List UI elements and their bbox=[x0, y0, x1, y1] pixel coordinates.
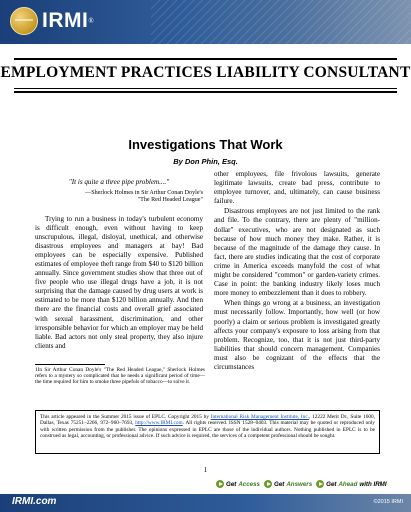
banner-pattern bbox=[151, 0, 411, 44]
newsletter-title: EMPLOYMENT PRACTICES LIABILITY CONSULTANT bbox=[0, 64, 411, 81]
website-link[interactable]: http://www.IRMI.com bbox=[135, 420, 183, 427]
title-rule-bottom-2 bbox=[14, 91, 397, 93]
right-paragraph-1: other employees, file frivolous lawsuits, generate legitimate lawsuits, create bad press, contribute to employee turnover, and, ultimately, can cause business failure. bbox=[214, 170, 380, 206]
arrow-icon bbox=[216, 480, 224, 488]
right-paragraph-3: When things go wrong at a business, an investigation must necessarily follow. Importantly, how well (or how poorly) a claim or serious problem is investigated greatly affects your company's exposure to loss arising from that problem. Recognize, too, that it is not just third-party liabilities that should concern management. Companies must also be cognizant of the effects that the circumstances bbox=[214, 299, 380, 371]
footnote: 1In Sir Arthur Conan Doyle's "The Red Headed League," Sherlock Holmes refers to a mystery so complicated that he needs a significant period of time—the time required for him to smoke three pipefuls of tobacco—to solve it. bbox=[35, 367, 205, 386]
header-banner bbox=[0, 0, 411, 44]
epigraph: "It is quite a three pipe problem...." bbox=[68, 178, 170, 186]
irmi-link[interactable]: International Risk Management Institute, Inc. bbox=[210, 414, 310, 420]
left-column bbox=[35, 178, 203, 352]
irmi-logo bbox=[10, 6, 94, 36]
arrow-icon bbox=[316, 480, 324, 488]
tagline-ahead bbox=[316, 480, 386, 488]
info-text-1: This article appeared in the Summer 2015 issue of EPLC. Copyright 2015 by bbox=[40, 414, 211, 420]
right-column bbox=[214, 170, 380, 373]
tagline-prefix: Get bbox=[274, 480, 285, 488]
tagline-suffix: with IRMI bbox=[359, 480, 387, 488]
info-text-2: , 12222 Merit Dr., Suite 1600, Dallas, Texas 75251–2266, 972–960–7693, bbox=[40, 414, 375, 427]
globe-icon bbox=[10, 7, 38, 35]
footer-copyright: ©2015 IRMI bbox=[373, 499, 403, 505]
left-paragraph: Trying to run a business in today's turbulent economy is difficult enough, even without having to keep unscrupulous, illegal, disloyal, unethical, and otherwise disastrous employees and managers at bay! Bad employees can be especially expensive. Published estimates of employee theft range from $40 to $120 billion annually. Since government studies show that three out of five people who use illegal drugs have a job, it is not surprising that the damage caused by drug users at work is estimated to be more than $120 billion annually. And then there are the financial costs and overall grief associated with sexual harassment, discrimination, and other irresponsible behavior for which an employer may be held liable. Bad actors not only steal property, they also injure clients and bbox=[35, 214, 203, 350]
tagline-accent: Access bbox=[238, 480, 261, 488]
footnote-rule bbox=[35, 364, 105, 365]
tagline-answers bbox=[264, 480, 312, 488]
registered-mark: ® bbox=[88, 17, 94, 25]
right-paragraph-2: Disastrous employees are not just limited to the rank and file. To the contrary, there are plenty of "million-dollar" executives, who are not designated as such because of how much money they make. Rather, it is because of the magnitude of the damage they cause. In fact, there are studies indicating that the cost of corporate crime in America exceeds manyfold the cost of what might be considered "common" or garden-variety crimes. Case in point: the banking industry likely loses much more money to embezzlement than it does to robbery. bbox=[214, 207, 380, 298]
attribution-line-1: —Sherlock Holmes in Sir Arthur Conan Doyle's bbox=[85, 190, 203, 197]
title-rule-bottom-1 bbox=[14, 88, 397, 89]
title-rule-top bbox=[14, 58, 397, 60]
tagline-accent: Ahead bbox=[338, 480, 358, 488]
copyright-box bbox=[35, 410, 380, 454]
logo-text: IRMI bbox=[42, 9, 89, 32]
byline: By Don Phin, Esq. bbox=[173, 157, 238, 166]
footer-site[interactable]: IRMI.com bbox=[12, 496, 57, 507]
tagline-prefix: Get bbox=[326, 480, 337, 488]
tagline-accent: Answers bbox=[286, 480, 313, 488]
tagline-access bbox=[216, 480, 260, 488]
page-number: 1 bbox=[203, 466, 208, 474]
article-title: Investigations That Work bbox=[128, 137, 283, 152]
epigraph-attribution bbox=[35, 190, 203, 204]
tagline-row bbox=[216, 477, 387, 491]
arrow-icon bbox=[264, 480, 272, 488]
footer-bar bbox=[0, 494, 411, 512]
tagline-prefix: Get bbox=[226, 480, 237, 488]
attribution-line-2: "The Red Headed League" bbox=[137, 197, 203, 204]
info-text-3: . All rights reserved. ISSN 1528–0403. This material may be quoted or reproduced only with written permission from the publisher. The opinions expressed in EPLC are those of the individual authors. Nothing published in EPLC is to be construed as legal, accounting, or professional advice. If such advice is required, the services of a competent professional should be sought. bbox=[40, 420, 375, 439]
